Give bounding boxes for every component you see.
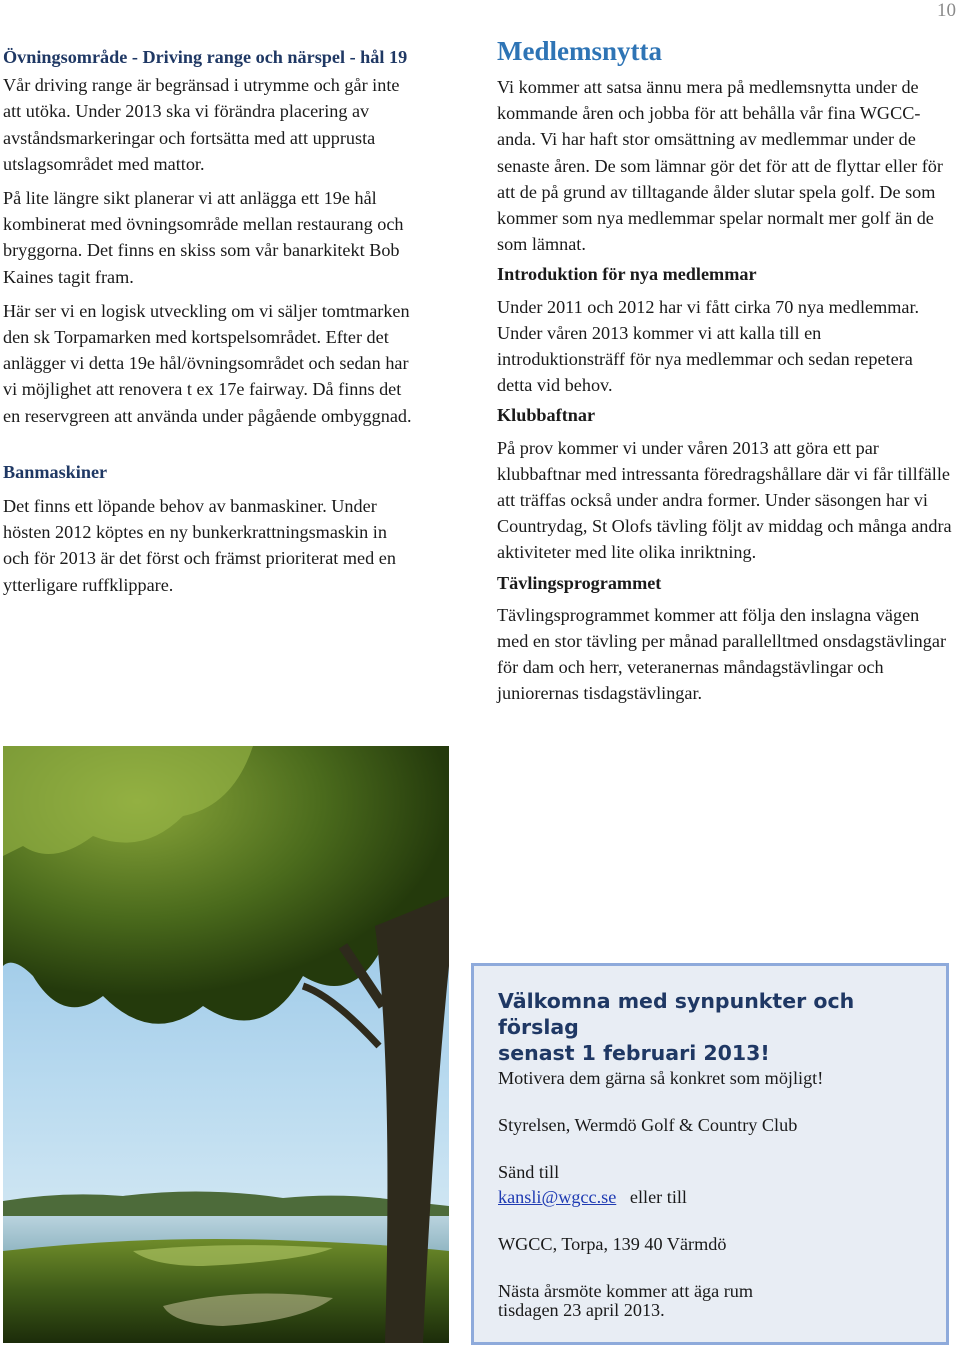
- paragraph: Under 2011 och 2012 har vi fått cirka 70 nya medlemmar. Under våren 2013 kommer vi att kalla till en introduktionsträff för nya medlemmar och sedan repetera detta vid behov.: [497, 296, 920, 396]
- heading-klubbaftnar: Klubbaftnar: [497, 405, 596, 426]
- paragraph: På lite längre sikt planerar vi att anlägga ett 19e hål kombinerat med övningsområde mellan restaurang och bryggorna. Det finns en skiss som vår banarkitekt Bob Kaines tagit fram.: [3, 188, 404, 287]
- section-title-driving-range: Övningsområde - Driving range och närspel - hål 19: [3, 47, 408, 67]
- box-send-to: Sänd till: [498, 1162, 560, 1182]
- box-email-row: [498, 1185, 934, 1210]
- email-link[interactable]: kansli@wgcc.se: [498, 1187, 617, 1207]
- golf-course-photo: [3, 746, 449, 1343]
- box-address: WGCC, Torpa, 139 40 Värmdö: [498, 1234, 727, 1254]
- box-meeting-line1: Nästa årsmöte kommer att äga rum: [498, 1281, 754, 1301]
- paragraph: Vår driving range är begränsad i utrymme och går inte att utöka. Under 2013 ska vi förändra placering av avståndsmarkeringar och fortsätta med att upprusta utslagsområdet med mattor.: [3, 75, 400, 174]
- paragraph: Här ser vi en logisk utveckling om vi säljer tomtmarken den sk Torpamarken med kortspelsområdet. Efter det anlägger vi detta 19e hål/övningsområdet och sedan har vi möjlighet att renovera t ex 17e fairway. Då finns det en reservgreen att använda under pågående ombyggnad.: [3, 300, 412, 426]
- heading-tavlingsprogrammet: Tävlingsprogrammet: [497, 572, 662, 593]
- box-motivate: Motivera dem gärna så konkret som möjligt!: [498, 1068, 824, 1088]
- feedback-info-box: [471, 963, 949, 1345]
- left-column: [3, 44, 415, 606]
- section-title-banmaskiner: Banmaskiner: [3, 461, 108, 482]
- box-title-line2: senast 1 februari 2013!: [498, 1041, 770, 1065]
- box-meeting-line2: tisdagen 23 april 2013.: [498, 1300, 665, 1320]
- heading-introduktion: Introduktion för nya medlemmar: [497, 264, 757, 285]
- right-column: [497, 34, 952, 715]
- box-or-to: eller till: [629, 1187, 687, 1207]
- box-title-line1: Välkomna med synpunkter och förslag: [498, 989, 855, 1039]
- section-title-medlemsnytta: Medlemsnytta: [497, 36, 662, 66]
- paragraph: Tävlingsprogrammet kommer att följa den inslagna vägen med en stor tävling per månad parallelltmed onsdagstävlingar för dam och herr, veteranernas måndagstävlingar och juniorernas tisdagstävlingar.: [497, 604, 946, 704]
- paragraph: Vi kommer att satsa ännu mera på medlemsnytta under de kommande åren och jobba för att behålla vår fina WGCC-anda. Vi har haft stor omsättning av medlemmar under de senaste åren. De som lämnar gör det för att de flyttar eller för att de på grund av tilltagande ålder slutar spela golf. De som kommer som nya medlemmar spelar normalt mer golf än de som lämnat.: [497, 77, 943, 255]
- paragraph: På prov kommer vi under våren 2013 att göra ett par klubbaftnar med intressanta föredragshållare där vi får tillfälle att träffas också under andra former. Under säsongen har vi Countrydag, St Olofs tävling följt av middag och många andra aktiviteter med lite olika inriktning.: [497, 437, 952, 563]
- paragraph: Det finns ett löpande behov av banmaskiner. Under hösten 2012 köptes en ny bunkerkrattningsmaskin in och för 2013 är det först och främst prioriterat med en ytterligare ruffklippare.: [3, 496, 396, 595]
- box-signature: Styrelsen, Wermdö Golf & Country Club: [498, 1115, 798, 1135]
- page-number: 10: [937, 0, 956, 21]
